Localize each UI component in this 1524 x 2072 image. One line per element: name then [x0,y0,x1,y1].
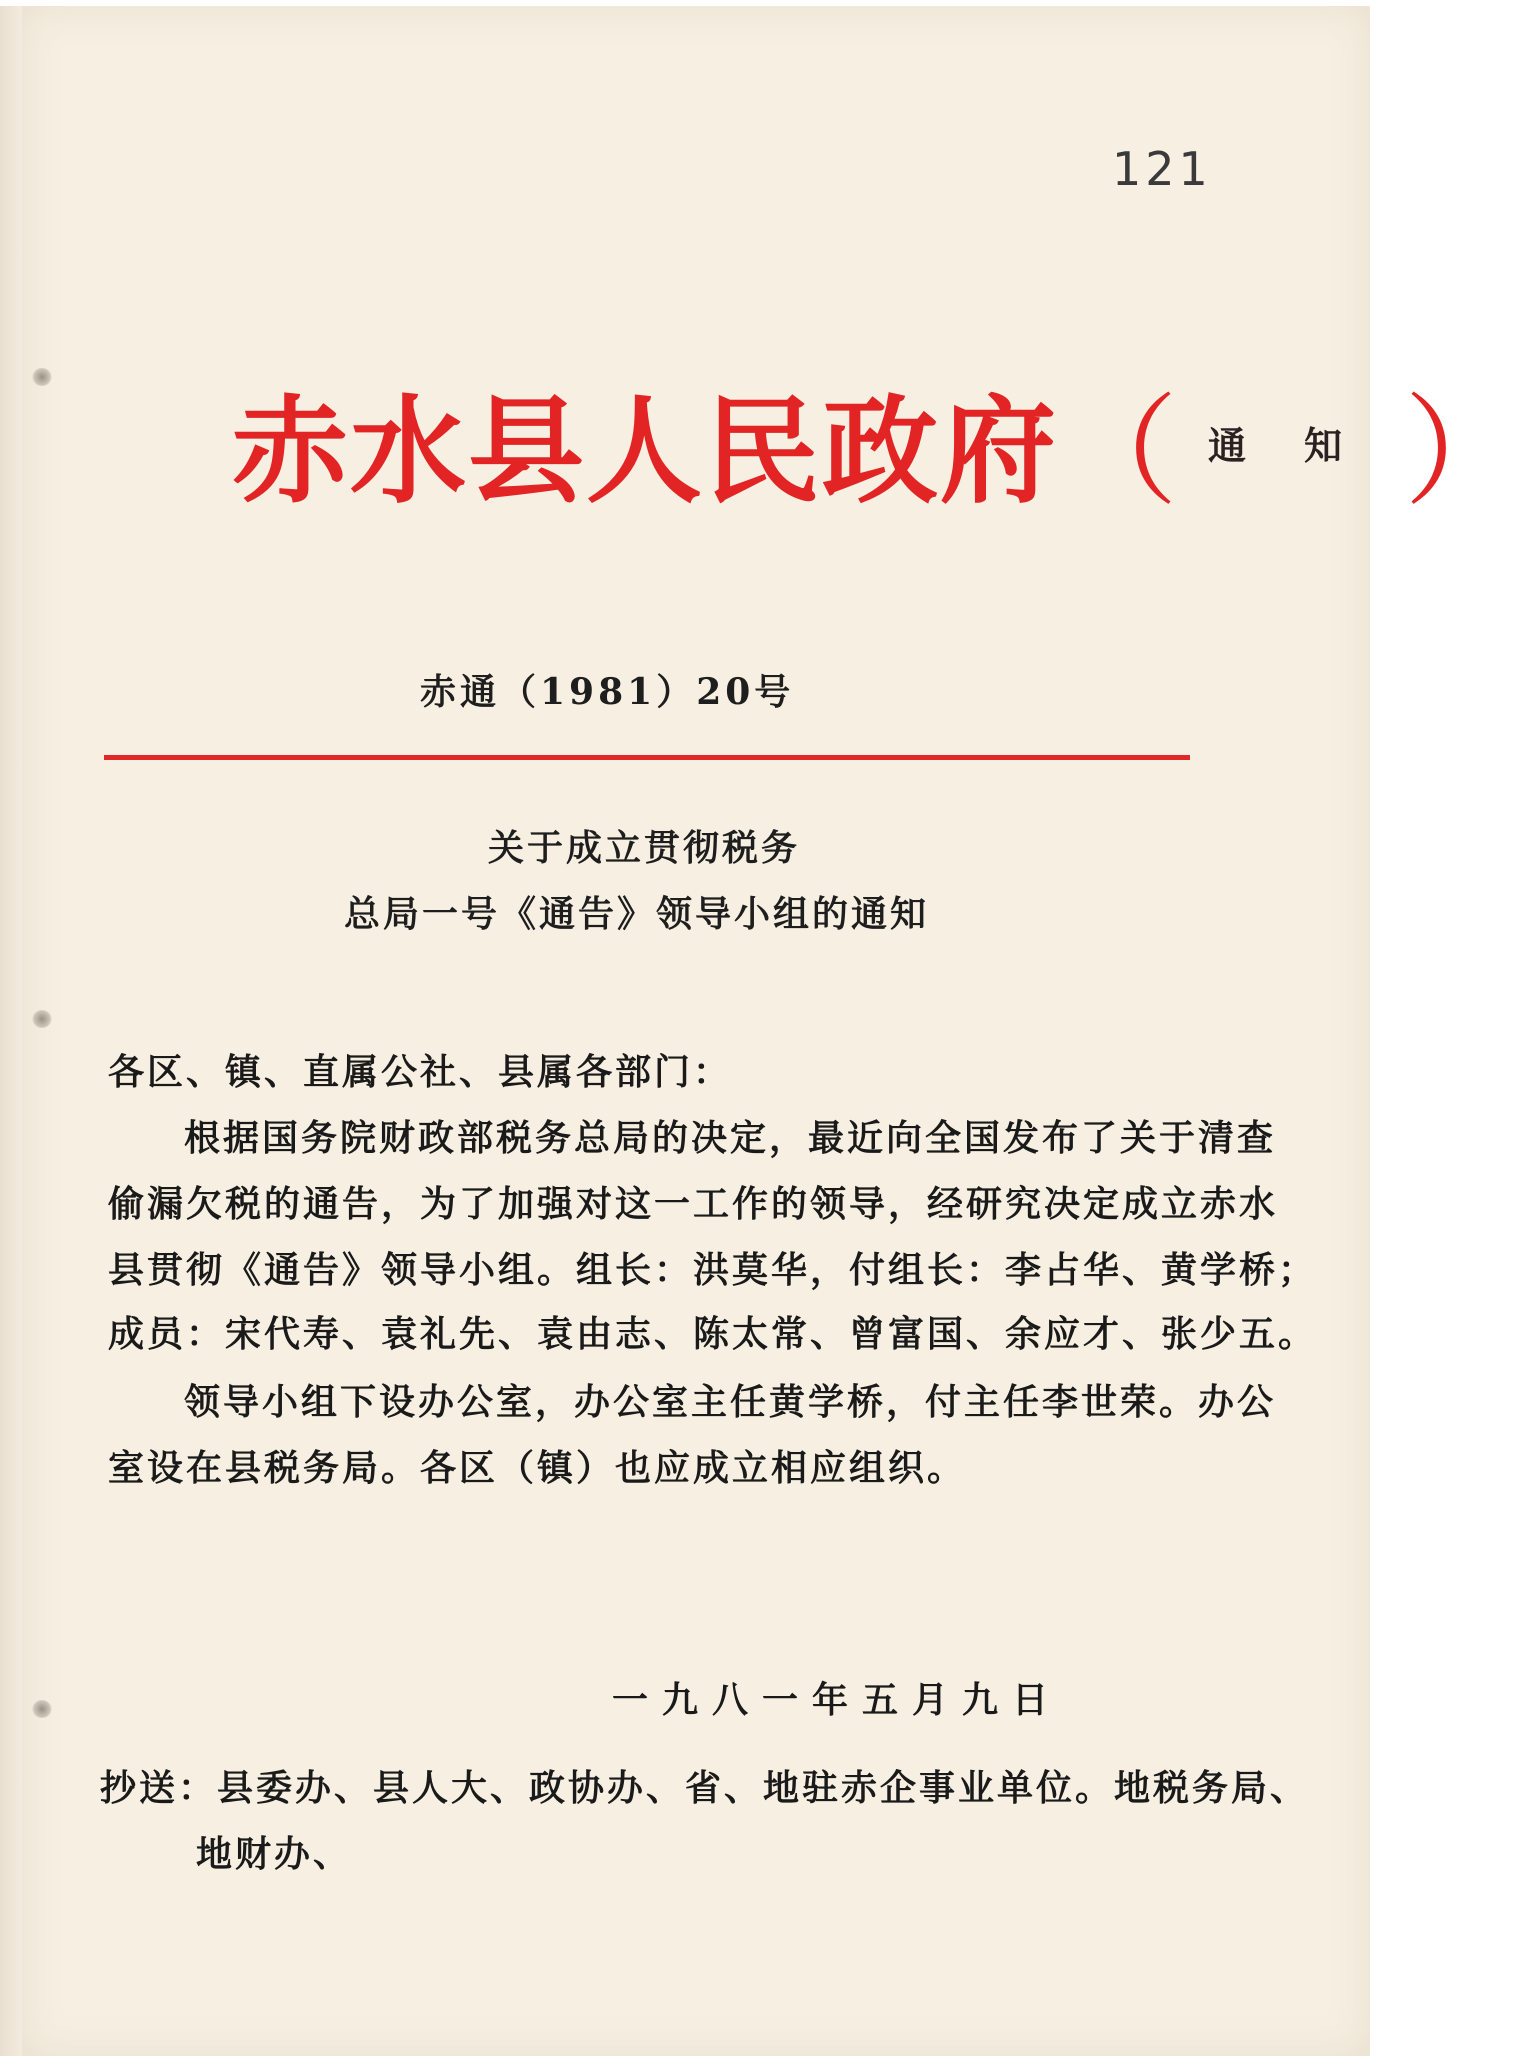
issuer-name: 赤水县人民政府 [232,384,1058,520]
document-number: 赤通（1981）20号 [420,671,795,713]
body-line: 县贯彻《通告》领导小组。组长：洪莫华，付组长：李占华、黄学桥； [108,1249,1318,1291]
masthead-paren-close: ） [1404,383,1524,522]
handwritten-page-number: 121 [1112,142,1212,196]
cc-recipients-line-1: 抄送：县委办、县人大、政协办、省、地驻赤企事业单位。地税务局、 [100,1767,1310,1809]
document-title-line-1: 关于成立贯彻税务 [488,827,801,869]
binding-hole-icon [32,1010,52,1028]
page-binding-edge [0,6,22,2056]
body-line: 偷漏欠税的通告，为了加强对这一工作的领导，经研究决定成立赤水 [108,1183,1279,1225]
body-line: 领导小组下设办公室，办公室主任黄学桥，付主任李世荣。办公 [184,1381,1277,1423]
binding-hole-icon [32,368,52,386]
binding-hole-icon [32,1700,52,1718]
document-type: 通知 [1208,423,1401,468]
body-line: 成员：宋代寿、袁礼先、袁由志、陈太常、曾富国、余应才、张少五。 [108,1313,1318,1355]
document-title-line-2: 总局一号《通告》领导小组的通知 [344,893,930,935]
body-line: 室设在县税务局。各区（镇）也应成立相应组织。 [108,1447,967,1489]
cc-recipients-line-2: 地财办、 [196,1833,353,1875]
issue-date: 一九八一年五月九日 [612,1679,1063,1721]
red-divider-line [104,755,1190,760]
masthead [232,356,1524,528]
document-page [22,6,1370,2056]
body-line: 根据国务院财政部税务总局的决定，最近向全国发布了关于清查 [184,1117,1277,1159]
addressee: 各区、镇、直属公社、县属各部门： [108,1051,733,1093]
masthead-paren-open: （ [1058,383,1178,522]
